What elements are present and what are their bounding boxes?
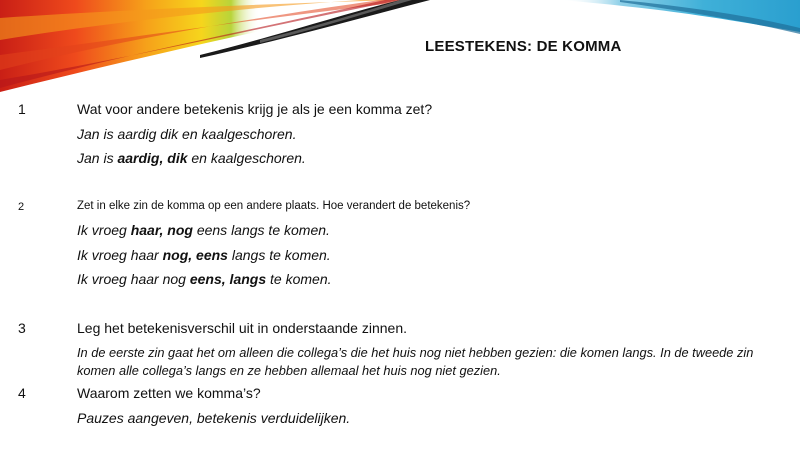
question-3-answer: In de eerste zin gaat het om alleen die collega’s die het huis nog niet hebben gezien: die komen langs. In de tweede zin komen alle collega’s langs en ze hebben allemaal het huis nog niet gezien.	[77, 345, 754, 378]
question-4-answer: Pauzes aangeven, betekenis verduidelijken.	[77, 410, 351, 426]
sentence-3-post: te komen.	[266, 271, 332, 287]
slide-title: LEESTEKENS: DE KOMMA	[425, 38, 622, 55]
question-2-sentence-2	[77, 247, 331, 263]
question-1-example-2	[77, 150, 306, 166]
question-3-number: 3	[18, 320, 26, 336]
question-4-number: 4	[18, 385, 26, 401]
example-2-post: en kaalgeschoren.	[187, 150, 306, 166]
example-2-pre: Jan is	[77, 150, 118, 166]
question-4-text: Waarom zetten we komma’s?	[77, 385, 261, 401]
question-2-text: Zet in elke zin de komma op een andere plaats. Hoe verandert de betekenis?	[77, 200, 471, 212]
sentence-2-pre: Ik vroeg haar	[77, 247, 163, 263]
question-2-sentence-3	[77, 271, 332, 287]
sentence-3-bold: eens, langs	[189, 271, 267, 287]
question-2-number: 2	[18, 201, 25, 213]
sentence-1-bold: haar, nog	[130, 222, 193, 238]
sentence-1-post: eens langs te komen.	[192, 222, 330, 238]
question-2-sentence-1	[77, 222, 330, 238]
sentence-2-bold: nog, eens	[162, 247, 228, 263]
sentence-1-pre: Ik vroeg	[77, 222, 131, 238]
example-2-bold: aardig, dik	[117, 150, 188, 166]
decorative-rainbow-swoosh	[0, 0, 800, 100]
question-1-number: 1	[18, 101, 26, 117]
sentence-3-pre: Ik vroeg haar nog	[77, 271, 190, 287]
question-3-text: Leg het betekenisverschil uit in onderstaande zinnen.	[77, 320, 407, 336]
sentence-2-post: langs te komen.	[227, 247, 331, 263]
question-1-text: Wat voor andere betekenis krijg je als je een komma zet?	[77, 101, 433, 117]
question-1-example-1: Jan is aardig dik en kaalgeschoren.	[77, 126, 297, 142]
